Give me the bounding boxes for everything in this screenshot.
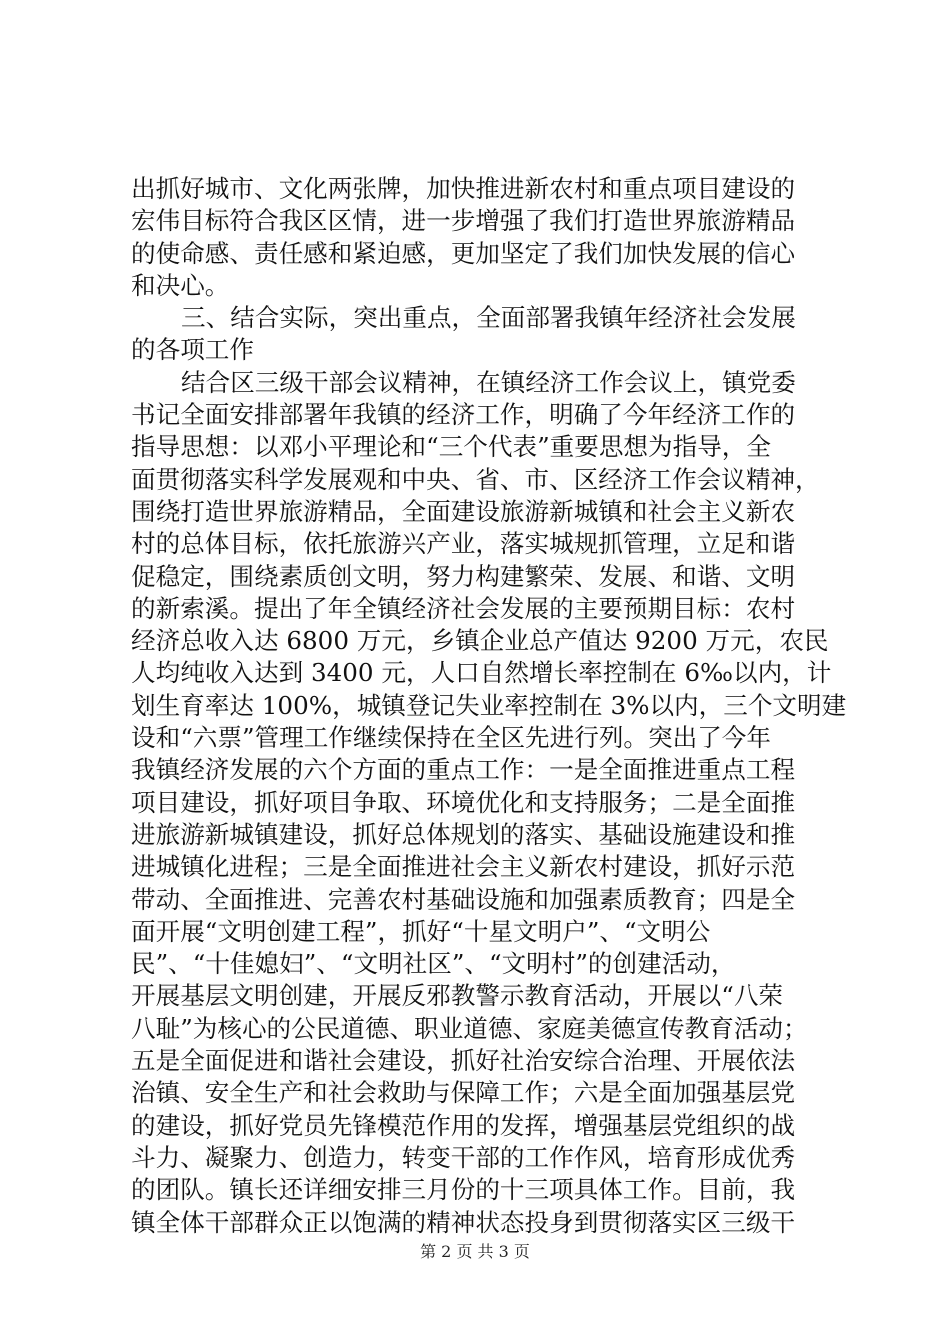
text-line: 宏伟目标符合我区区情，进一步增强了我们打造世界旅游精品	[131, 206, 796, 236]
text-line: 的建设，抓好党员先锋模范作用的发挥，增强基层党组织的战	[131, 1110, 796, 1140]
page-number-label: 第 2 页 共 3 页	[420, 1242, 530, 1261]
body-text	[131, 173, 847, 1239]
text-line: 面开展“文明创建工程”，抓好“十星文明户”、“文明公	[131, 916, 711, 946]
text-line: 划生育率达 100%，城镇登记失业率控制在 3%以内，三个文明建	[131, 690, 847, 720]
text-line: 进城镇化进程；三是全面推进社会主义新农村建设，抓好示范	[131, 852, 796, 882]
text-line: 带动、全面推进、完善农村基础设施和加强素质教育；四是全	[131, 884, 796, 914]
text-line: 促稳定，围绕素质创文明，努力构建繁荣、发展、和谐、文明	[131, 561, 796, 591]
text-line: 书记全面安排部署年我镇的经济工作，明确了今年经济工作的	[131, 400, 796, 430]
text-line: 村的总体目标，依托旅游兴产业，落实城规抓管理，立足和谐	[131, 529, 796, 559]
text-line: 开展基层文明创建，开展反邪教警示教育活动，开展以“八荣	[131, 981, 784, 1011]
text-line: 设和“六票”管理工作继续保持在全区先进行列。突出了今年	[131, 723, 771, 753]
text-line: 的新索溪。提出了年全镇经济社会发展的主要预期目标：农村	[131, 593, 796, 623]
page-footer	[0, 1242, 950, 1262]
text-line: 的团队。镇长还详细安排三月份的十三项具体工作。目前，我	[131, 1175, 796, 1205]
text-line: 八耻”为核心的公民道德、职业道德、家庭美德宣传教育活动；	[131, 1013, 808, 1043]
text-line: 围绕打造世界旅游精品，全面建设旅游新城镇和社会主义新农	[131, 496, 796, 526]
text-line: 斗力、凝聚力、创造力，转变干部的工作作风，培育形成优秀	[131, 1142, 796, 1172]
text-line: 经济总收入达 6800 万元，乡镇企业总产值达 9200 万元，农民	[131, 626, 829, 656]
text-line: 民”、“十佳媳妇”、“文明社区”、“文明村”的创建活动，	[131, 949, 736, 979]
text-line: 镇全体干部群众正以饱满的精神状态投身到贯彻落实区三级干	[131, 1207, 796, 1237]
text-line: 治镇、安全生产和社会救助与保障工作；六是全面加强基层党	[131, 1078, 796, 1108]
text-line: 指导思想：以邓小平理论和“三个代表”重要思想为指导，全	[131, 432, 771, 462]
section-heading-line: 的各项工作	[131, 335, 254, 365]
text-line: 结合区三级干部会议精神，在镇经济工作会议上，镇党委	[181, 367, 796, 397]
text-line: 出抓好城市、文化两张牌，加快推进新农村和重点项目建设的	[131, 174, 796, 203]
text-line: 五是全面促进和谐社会建设，抓好社治安综合治理、开展依法	[131, 1046, 796, 1076]
text-line: 人均纯收入达到 3400 元，人口自然增长率控制在 6‰以内，计	[131, 658, 832, 688]
section-heading-line: 三、结合实际，突出重点，全面部署我镇年经济社会发展	[181, 303, 796, 333]
text-line: 面贯彻落实科学发展观和中央、省、市、区经济工作会议精神，	[131, 464, 820, 494]
text-line: 进旅游新城镇建设，抓好总体规划的落实、基础设施建设和推	[131, 819, 796, 849]
text-line: 的使命感、责任感和紧迫感，更加坚定了我们加快发展的信心	[131, 238, 796, 268]
text-line: 项目建设，抓好项目争取、环境优化和支持服务；二是全面推	[131, 787, 796, 817]
text-line: 和决心。	[131, 270, 230, 300]
text-line: 我镇经济发展的六个方面的重点工作：一是全面推进重点工程	[131, 755, 796, 785]
